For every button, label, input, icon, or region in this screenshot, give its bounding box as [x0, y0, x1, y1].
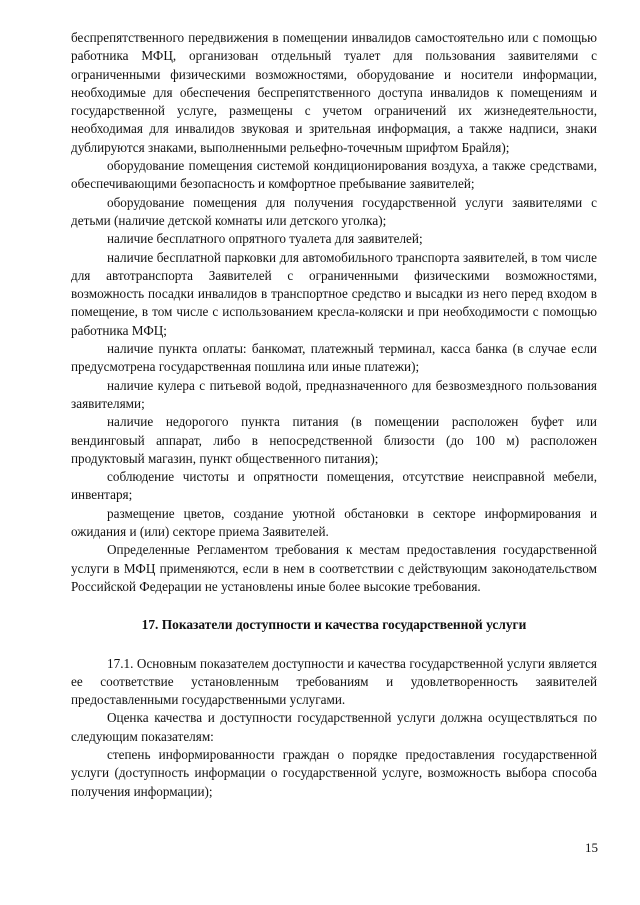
section-heading: 17. Показатели доступности и качества государственной услуги	[141, 617, 527, 633]
paragraph: наличие недорогого пункта питания (в помещении расположен буфет или вендинговый аппарат, либо в непосредственной близости (до 100 м) расположен продуктовый магазин, пункт общественного питания);	[71, 414, 597, 466]
paragraph: наличие бесплатного опрятного туалета для заявителей;	[107, 231, 423, 247]
paragraph: оборудование помещения системой кондиционирования воздуха, а также средствами, обеспечивающими безопасность и комфортное пребывание заявителей;	[71, 158, 597, 192]
paragraph: размещение цветов, создание уютной обстановки в секторе информирования и ожидания и (или) секторе приема Заявителей.	[71, 505, 597, 540]
paragraph: наличие бесплатной парковки для автомобильного транспорта заявителей, в том числе для автотранспорта Заявителей с ограниченными физическими возможностями, возможность посадки инвалидов в транспортное средство и высадки из него перед входом в помещение, в том числе с использованием кресла-коляски и при необходимости с помощью работника МФЦ;	[71, 249, 597, 338]
document-body	[71, 29, 597, 801]
paragraph: наличие кулера с питьевой водой, предназначенного для безвозмездного пользования заявителями;	[71, 377, 597, 411]
page-number: 15	[585, 840, 598, 855]
paragraph: Оценка качества и доступности государственной услуги должна осуществляться по следующим показателям:	[71, 710, 597, 744]
paragraph: соблюдение чистоты и опрятности помещения, отсутствие неисправной мебели, инвентаря;	[71, 469, 597, 503]
paragraph: Определенные Регламентом требования к местам предоставления государственной услуги в МФЦ применяются, если в нем в соответствии с действующим законодательством Российской Федерации не установлены иные более высокие требования.	[71, 542, 597, 594]
paragraph: наличие пункта оплаты: банкомат, платежный терминал, касса банка (в случае если предусмотрена государственная пошлина или иные платежи);	[71, 341, 597, 375]
paragraph: беспрепятственного передвижения в помещении инвалидов самостоятельно или с помощью работника МФЦ, организован отдельный туалет для пользования заявителями с ограниченными физическими возможностями, оборудование и носители информации, необходимые для обеспечения беспрепятственного доступа инвалидов к помещениям и государственной услуге, размещены с учетом ограничений их жизнедеятельности, необходимая для инвалидов звуковая и зрительная информация, а также надписи, знаки дублируются знаками, выполненными рельефно-точечным шрифтом Брайля);	[71, 30, 597, 155]
paragraph: степень информированности граждан о порядке предоставления государственной услуги (доступность информации о государственной услуге, возможность выбора способа получения информации);	[71, 746, 597, 799]
paragraph: оборудование помещения для получения государственной услуги заявителями с детьми (наличие детской комнаты или детского уголка);	[71, 194, 597, 228]
paragraph: 17.1. Основным показателем доступности и качества государственной услуги является ее соответствие установленным требованиям и удовлетворенность заявителей предоставленными государственными услугами.	[71, 655, 597, 708]
